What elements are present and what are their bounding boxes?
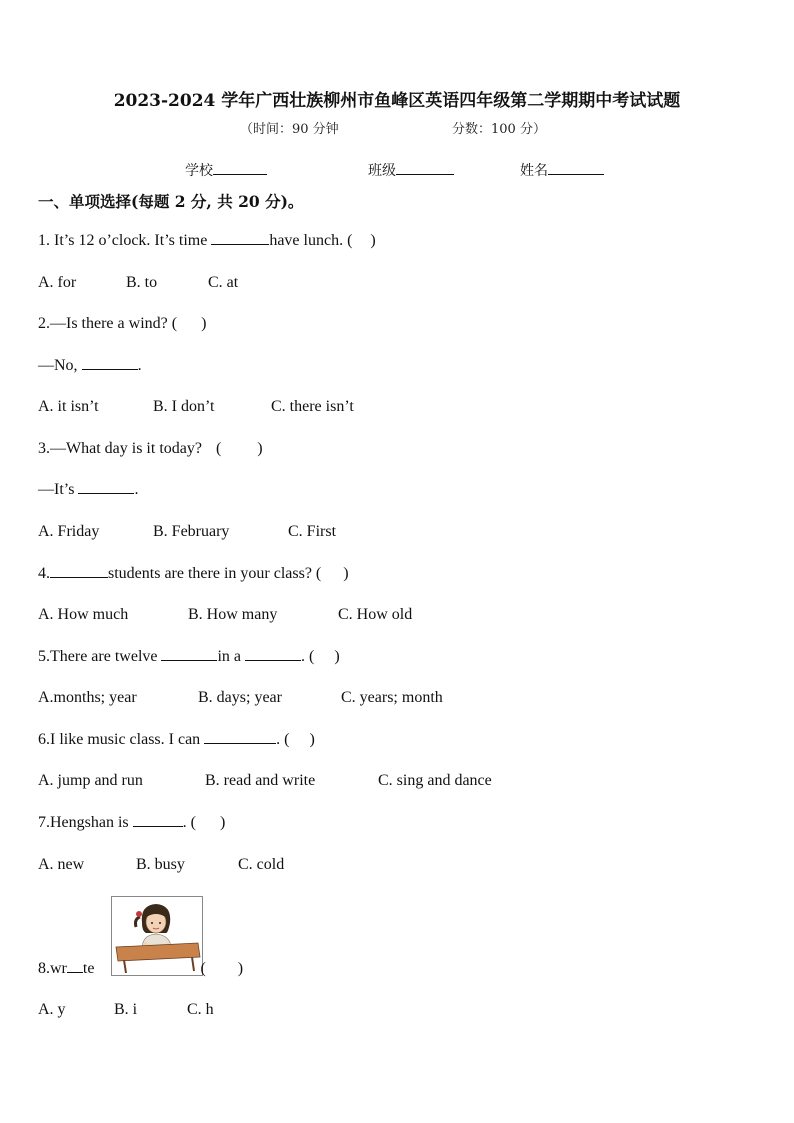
option-b[interactable]: B. How many — [188, 606, 278, 623]
question-text: te — [82, 960, 95, 977]
option-c[interactable]: C. cold — [238, 856, 285, 873]
question-3-reply — [38, 481, 138, 499]
question-text: . — [134, 481, 139, 498]
class-label: 班级 — [368, 163, 396, 179]
option-c[interactable]: C. there isn’t — [271, 398, 354, 415]
answer-blank[interactable] — [211, 244, 269, 245]
question-5 — [38, 648, 340, 666]
question-text: ) — [201, 315, 207, 332]
option-b[interactable]: B. days; year — [198, 689, 282, 706]
options-2 — [38, 398, 354, 416]
question-text: students are there in your class? ( — [108, 565, 322, 582]
option-b[interactable]: B. I don’t — [153, 398, 215, 415]
question-text: . ( — [276, 731, 290, 748]
option-a[interactable]: A. it isn’t — [38, 398, 99, 415]
option-a[interactable]: A. new — [38, 856, 85, 873]
question-text: 8.wr — [38, 960, 67, 977]
answer-blank[interactable] — [133, 826, 183, 827]
option-a[interactable]: A. How much — [38, 606, 129, 623]
question-text: ) — [219, 814, 226, 831]
school-label: 学校 — [185, 163, 213, 179]
question-1 — [38, 232, 376, 250]
option-c[interactable]: C. h — [187, 1001, 214, 1018]
school-blank[interactable] — [213, 174, 267, 175]
score-info: 分数：100 分） — [452, 122, 546, 137]
option-b[interactable]: B. busy — [136, 856, 185, 873]
name-label: 姓名 — [520, 163, 548, 179]
question-text: have lunch. ( — [269, 232, 353, 249]
answer-blank[interactable] — [82, 369, 138, 370]
options-8 — [38, 1001, 214, 1019]
option-a[interactable]: A. jump and run — [38, 772, 143, 789]
option-b[interactable]: B. i — [114, 1001, 138, 1018]
option-b[interactable]: B. February — [153, 523, 230, 540]
option-a[interactable]: A. for — [38, 274, 77, 291]
question-text: 5.There are twelve — [38, 648, 162, 665]
question-text: ) — [237, 960, 244, 977]
question-text: 4. — [38, 565, 50, 582]
name-field — [520, 160, 604, 180]
option-c[interactable]: C. years; month — [341, 689, 443, 706]
question-text: ) — [257, 440, 263, 457]
question-text: 2.—Is there a wind? ( — [38, 315, 178, 332]
option-a[interactable]: A. Friday — [38, 523, 100, 540]
question-text: ) — [334, 648, 340, 665]
question-text: —No, — [38, 357, 82, 374]
question-2 — [38, 315, 206, 333]
question-text: ) — [343, 565, 349, 582]
answer-blank[interactable] — [204, 743, 276, 744]
option-c[interactable]: C. First — [288, 523, 337, 540]
class-field — [368, 160, 454, 180]
option-a[interactable]: A.months; year — [38, 689, 137, 706]
options-7 — [38, 856, 284, 874]
question-2-reply — [38, 357, 142, 375]
option-a[interactable]: A. y — [38, 1001, 66, 1018]
options-4 — [38, 606, 412, 624]
options-5 — [38, 689, 443, 707]
option-c[interactable]: C. How old — [338, 606, 413, 623]
question-text: 7.Hengshan is — [38, 814, 133, 831]
option-b[interactable]: B. to — [126, 274, 158, 291]
question-3 — [38, 440, 263, 458]
answer-blank[interactable] — [67, 972, 83, 973]
option-c[interactable]: C. sing and dance — [378, 772, 492, 789]
question-6 — [38, 731, 315, 749]
class-blank[interactable] — [396, 174, 454, 175]
answer-blank[interactable] — [78, 493, 134, 494]
time-info: （时间：90 分钟 — [240, 122, 339, 137]
question-text: —It’s — [38, 481, 79, 498]
question-text: ( — [215, 440, 222, 457]
answer-blank[interactable] — [161, 660, 217, 661]
answer-blank[interactable] — [50, 577, 108, 578]
answer-blank[interactable] — [245, 660, 301, 661]
question-4 — [38, 565, 349, 583]
name-blank[interactable] — [548, 174, 604, 175]
question-text: ) — [309, 731, 315, 748]
question-8 — [38, 960, 243, 978]
option-b[interactable]: B. read and write — [205, 772, 316, 789]
option-c[interactable]: C. at — [208, 274, 239, 291]
question-text: 3.—What day is it today? — [38, 440, 202, 457]
question-text: 6.I like music class. I can — [38, 731, 205, 748]
school-field — [185, 160, 267, 180]
question-text: 1. It’s 12 o’clock. It’s time — [38, 232, 212, 249]
question-text: . ( — [182, 814, 196, 831]
options-3 — [38, 523, 336, 541]
question-text: ) — [370, 232, 376, 249]
exam-title: 2023-2024 学年广西壮族柳州市鱼峰区英语四年级第二学期期中考试试题 — [113, 91, 681, 111]
question-text: . ( — [301, 648, 315, 665]
section-title: 一、单项选择(每题 2 分, 共 20 分)。 — [38, 192, 304, 211]
options-1 — [38, 274, 238, 292]
question-text: in a — [217, 648, 246, 665]
options-6 — [38, 772, 492, 790]
question-7 — [38, 814, 225, 832]
question-text: ( — [200, 960, 206, 977]
question-text: . — [137, 357, 142, 374]
